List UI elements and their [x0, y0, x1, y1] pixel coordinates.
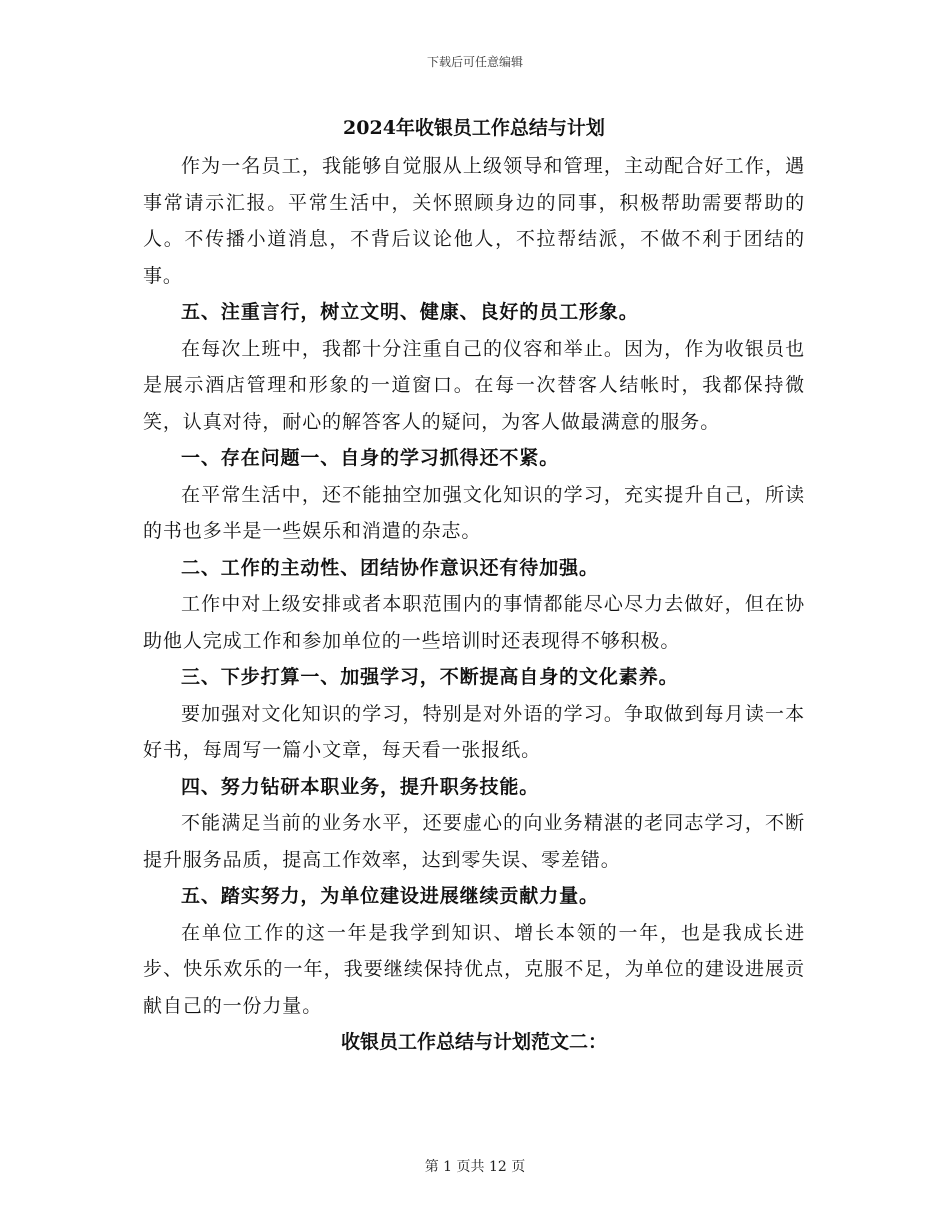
body-paragraph: 在平常生活中，还不能抽空加强文化知识的学习，充实提升自己，所读的书也多半是一些娱乐和消遣的杂志。	[143, 483, 805, 542]
section-heading: 三、下步打算一、加强学习，不断提高自身的文化素养。	[181, 666, 679, 688]
body-paragraph: 不能满足当前的业务水平，还要虚心的向业务精湛的老同志学习，不断提升服务品质，提高工作效率，达到零失误、零差错。	[143, 812, 805, 871]
section-heading: 二、工作的主动性、团结协作意识还有待加强。	[181, 556, 599, 579]
section-heading: 五、注重言行，树立文明、健康、良好的员工形象。	[181, 301, 639, 323]
section-heading: 五、踏实努力，为单位建设进展继续贡献力量。	[181, 885, 599, 907]
section-subtitle: 收银员工作总结与计划范文二：	[340, 1031, 607, 1053]
section-heading: 一、存在问题一、自身的学习抓得还不紧。	[181, 447, 560, 469]
document-body	[143, 110, 805, 1061]
page-header: 下载后可任意编辑	[426, 55, 523, 69]
body-paragraph: 在每次上班中，我都十分注重自己的仪容和举止。因为，作为收银员也是展示酒店管理和形象的一道窗口。在每一次替客人结帐时，我都保持微笑，认真对待，耐心的解答客人的疑问，为客人做最满意的服务。	[143, 337, 805, 433]
body-paragraph: 工作中对上级安排或者本职范围内的事情都能尽心尽力去做好，但在协助他人完成工作和参加单位的一些培训时还表现得不够积极。	[143, 593, 805, 652]
section-heading: 四、努力钻研本职业务，提升职务技能。	[181, 775, 540, 798]
document-title: 2024年收银员工作总结与计划	[343, 117, 605, 139]
body-paragraph: 要加强对文化知识的学习，特别是对外语的学习。争取做到每月读一本好书，每周写一篇小文章，每天看一张报纸。	[143, 702, 805, 761]
body-paragraph: 在单位工作的这一年是我学到知识、增长本领的一年，也是我成长进步、快乐欢乐的一年，我要继续保持优点，克服不足，为单位的建设进展贡献自己的一份力量。	[143, 921, 805, 1017]
body-paragraph: 作为一名员工，我能够自觉服从上级领导和管理，主动配合好工作，遇事常请示汇报。平常生活中，关怀照顾身边的同事，积极帮助需要帮助的人。不传播小道消息，不背后议论他人，不拉帮结派，不做不利于团结的事。	[143, 155, 805, 287]
page-footer: 第 1 页共 12 页	[424, 1159, 526, 1175]
